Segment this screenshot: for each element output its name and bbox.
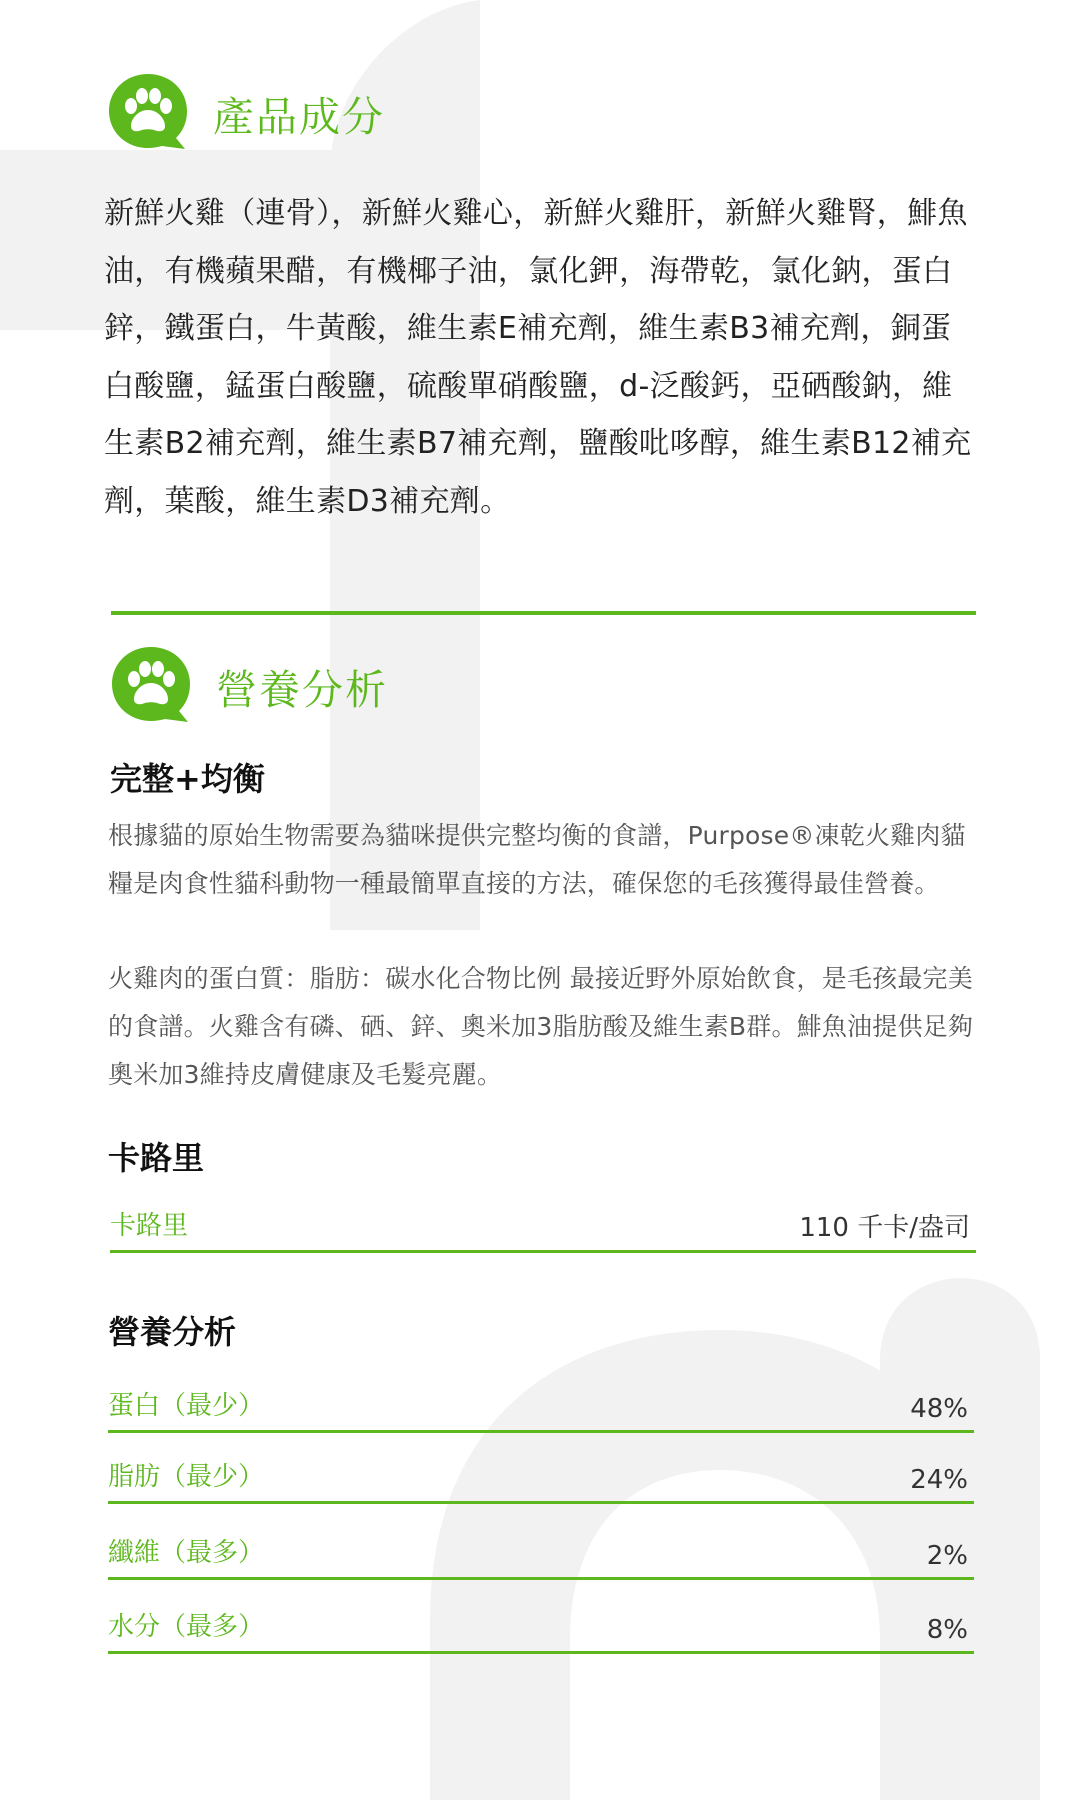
calorie-row [110, 1204, 976, 1253]
calorie-heading: 卡路里 [108, 1139, 205, 1177]
nutrition-label: 脂肪（最少） [108, 1462, 265, 1492]
calorie-value: 110 千卡/盎司 [799, 1213, 970, 1243]
ingredients-header [107, 72, 385, 154]
nutrition-value: 24% [910, 1465, 968, 1495]
nutrition-row-moisture [108, 1605, 974, 1654]
analysis-title: 營養分析 [216, 665, 388, 714]
nutrition-label: 纖維（最多） [108, 1538, 265, 1568]
nutrition-label: 蛋白（最少） [108, 1391, 265, 1421]
nutrition-value: 2% [926, 1541, 968, 1571]
nutrition-row-fat [108, 1455, 974, 1504]
nutrition-value: 8% [926, 1615, 968, 1645]
nutrition-row-fiber [108, 1531, 974, 1580]
nutrition-value: 48% [910, 1394, 968, 1424]
ingredients-text: 新鮮火雞（連骨），新鮮火雞心，新鮮火雞肝，新鮮火雞腎，鯡魚油，有機蘋果醋，有機椰子油，氯化鉀，海帶乾，氯化鈉，蛋白鋅，鐵蛋白，牛黃酸，維生素E補充劑，維生素B3補充劑，銅蛋白酸鹽，錳蛋白酸鹽，硫酸單硝酸鹽，d-泛酸鈣，亞硒酸鈉，維生素B2補充劑，維生素B7補充劑，鹽酸吡哆醇，維生素B12補充劑，葉酸，維生素D3補充劑。 [104, 196, 972, 519]
nutrition-label: 水分（最多） [108, 1612, 265, 1642]
intro-heading: 完整+均衡 [110, 760, 265, 798]
nutrition-heading: 營養分析 [108, 1313, 237, 1351]
ingredients-title: 產品成分 [213, 92, 385, 141]
analysis-header [110, 645, 388, 727]
calorie-label: 卡路里 [110, 1211, 189, 1241]
analysis-paragraph-2: 火雞肉的蛋白質：脂肪：碳水化合物比例 最接近野外原始飲食，是毛孩最完美的食譜。火雞含有磷、硒、鋅、奧米加3脂肪酸及維生素B群。鯡魚油提供足夠奧米加3維持皮膚健康及毛髮亮麗。 [108, 964, 974, 1089]
section-divider [111, 611, 976, 615]
paw-icon [107, 72, 189, 154]
analysis-paragraph-1: 根據貓的原始生物需要為貓咪提供完整均衡的食譜，Purpose®凍乾火雞肉貓糧是肉食性貓科動物一種最簡單直接的方法，確保您的毛孩獲得最佳營養。 [108, 821, 966, 898]
paw-icon [110, 645, 192, 727]
nutrition-row-protein [108, 1384, 974, 1433]
